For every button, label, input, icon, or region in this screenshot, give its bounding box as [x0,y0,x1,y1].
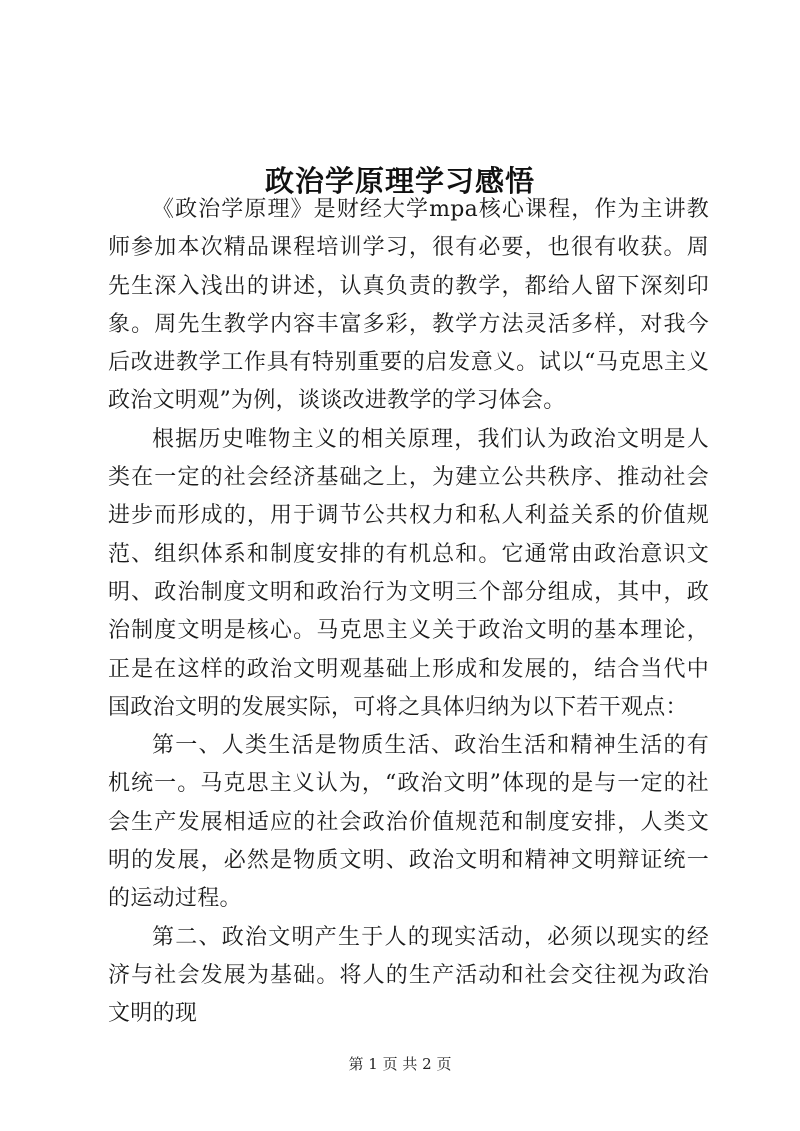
paragraph-point-one: 第一、人类生活是物质生活、政治生活和精神生活的有机统一。马克思主义认为，“政治文明”体现的是与一定的社会生产发展相适应的社会政治价值规范和制度安排，人类文明的发展，必然是物质文明、政治文明和精神文明辩证统一的运动过程。 [108,733,709,912]
document-body [108,191,709,1034]
document-title: 政治学原理学习感悟 [264,164,535,199]
paragraph-intro: 《政治学原理》是财经大学mpa核心课程，作为主讲教师参加本次精品课程培训学习，很有必要，也很有收获。周先生深入浅出的讲述，认真负责的教学，都给人留下深刻印象。周先生教学内容丰富多彩，教学方法灵活多样，对我今后改进教学工作具有特别重要的启发意义。试以“马克思主义政治文明观”为例，谈谈改进教学的学习体会。 [108,197,709,414]
paragraph-definition: 根据历史唯物主义的相关原理，我们认为政治文明是人类在一定的社会经济基础之上，为建立公共秩序、推动社会进步而形成的，用于调节公共权力和私人利益关系的价值规范、组织体系和制度安排的有机总和。它通常由政治意识文明、政治制度文明和政治行为文明三个部分组成，其中，政治制度文明是核心。马克思主义关于政治文明的基本理论，正是在这样的政治文明观基础上形成和发展的，结合当代中国政治文明的发展实际，可将之具体归纳为以下若干观点： [108,426,709,720]
page-footer: 第 1 页 共 2 页 [348,1055,452,1073]
paragraph-point-two: 第二、政治文明产生于人的现实活动，必须以现实的经济与社会发展为基础。将人的生产活动和社会交往视为政治文明的现 [108,924,709,1027]
